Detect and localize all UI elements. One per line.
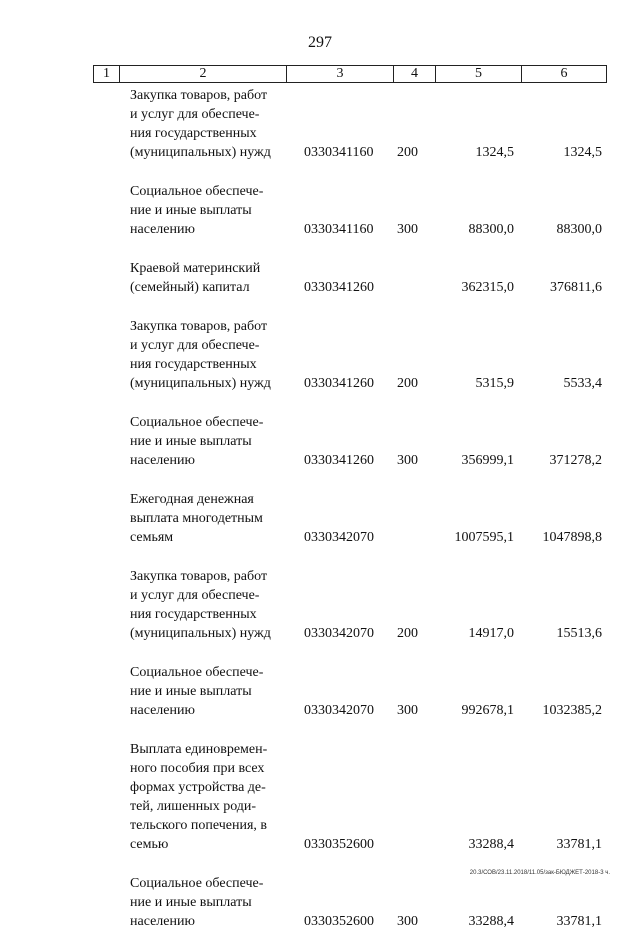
row-expense-type: 300 bbox=[397, 703, 418, 718]
row-code: 0330352600 bbox=[304, 914, 374, 929]
row-name: Закупка товаров, работ и услуг для обеспече- ния государственных (муниципальных) нужд bbox=[130, 319, 271, 391]
row-value-col6: 1047898,8 bbox=[542, 530, 602, 545]
row-expense-type: 300 bbox=[397, 222, 418, 237]
column-header-1: 1 bbox=[94, 66, 120, 82]
row-value-col6: 376811,6 bbox=[550, 280, 602, 295]
row-code: 0330342070 bbox=[304, 626, 374, 641]
row-expense-type: 300 bbox=[397, 453, 418, 468]
row-code: 0330342070 bbox=[304, 530, 374, 545]
row-name: Социальное обеспече- ние и иные выплаты населению bbox=[130, 184, 264, 237]
column-header-4: 4 bbox=[394, 66, 436, 82]
table-row bbox=[0, 663, 640, 720]
row-value-col6: 33781,1 bbox=[556, 837, 602, 852]
table-row bbox=[0, 413, 640, 470]
row-code: 0330341160 bbox=[304, 145, 374, 160]
row-code: 0330352600 bbox=[304, 837, 374, 852]
row-name: Выплата единовремен- ного пособия при всех формах устройства де- тей, лишенных роди- тельского попечения, в семью bbox=[130, 742, 268, 852]
row-code: 0330341160 bbox=[304, 222, 374, 237]
table-row bbox=[0, 86, 640, 162]
row-name: Закупка товаров, работ и услуг для обеспече- ния государственных (муниципальных) нужд bbox=[130, 569, 271, 641]
row-value-col5: 33288,4 bbox=[468, 914, 514, 929]
row-value-col5: 33288,4 bbox=[468, 837, 514, 852]
row-name: Социальное обеспече- ние и иные выплаты населению bbox=[130, 665, 264, 718]
column-header-6: 6 bbox=[560, 66, 568, 81]
row-name: Краевой материнский (семейный) капитал bbox=[130, 261, 261, 295]
row-value-col5: 14917,0 bbox=[468, 626, 514, 641]
row-value-col6: 15513,6 bbox=[556, 626, 602, 641]
page-number: 297 bbox=[308, 34, 332, 51]
row-value-col5: 5315,9 bbox=[475, 376, 514, 391]
row-value-col6: 88300,0 bbox=[556, 222, 602, 237]
row-name: Закупка товаров, работ и услуг для обеспече- ния государственных (муниципальных) нужд bbox=[130, 88, 271, 160]
row-value-col5: 88300,0 bbox=[468, 222, 514, 237]
row-expense-type: 200 bbox=[397, 626, 418, 641]
row-code: 0330341260 bbox=[304, 280, 374, 295]
row-expense-type: 200 bbox=[397, 376, 418, 391]
row-name: Социальное обеспече- ние и иные выплаты населению bbox=[130, 415, 264, 468]
row-code: 0330341260 bbox=[304, 376, 374, 391]
table-row bbox=[0, 259, 640, 297]
table-row bbox=[0, 874, 640, 931]
table-row bbox=[0, 740, 640, 854]
row-value-col5: 362315,0 bbox=[461, 280, 514, 295]
row-value-col5: 1007595,1 bbox=[454, 530, 514, 545]
row-name: Ежегодная денежная выплата многодетным семьям bbox=[130, 492, 263, 545]
row-name: Социальное обеспече- ние и иные выплаты населению bbox=[130, 876, 264, 929]
row-value-col6: 1032385,2 bbox=[542, 703, 602, 718]
column-header-3: 3 bbox=[287, 66, 394, 82]
table-header bbox=[93, 65, 607, 83]
row-value-col5: 356999,1 bbox=[461, 453, 514, 468]
row-value-col5: 992678,1 bbox=[461, 703, 514, 718]
row-value-col6: 33781,1 bbox=[556, 914, 602, 929]
row-value-col6: 371278,2 bbox=[549, 453, 602, 468]
row-value-col6: 1324,5 bbox=[563, 145, 602, 160]
row-value-col6: 5533,4 bbox=[563, 376, 602, 391]
row-value-col5: 1324,5 bbox=[475, 145, 514, 160]
table-row bbox=[0, 490, 640, 547]
column-header-5: 5 bbox=[436, 66, 522, 82]
table-body bbox=[0, 86, 640, 951]
table-row bbox=[0, 317, 640, 393]
table-row bbox=[0, 567, 640, 643]
row-code: 0330342070 bbox=[304, 703, 374, 718]
row-expense-type: 200 bbox=[397, 145, 418, 160]
row-code: 0330341260 bbox=[304, 453, 374, 468]
document-footer: 20.3/СОВ/23.11.2018/11.05/зак-БЮДЖЕТ-2018-3 ч. bbox=[469, 870, 610, 876]
table-row bbox=[0, 182, 640, 239]
column-header-2: 2 bbox=[120, 66, 287, 82]
row-expense-type: 300 bbox=[397, 914, 418, 929]
